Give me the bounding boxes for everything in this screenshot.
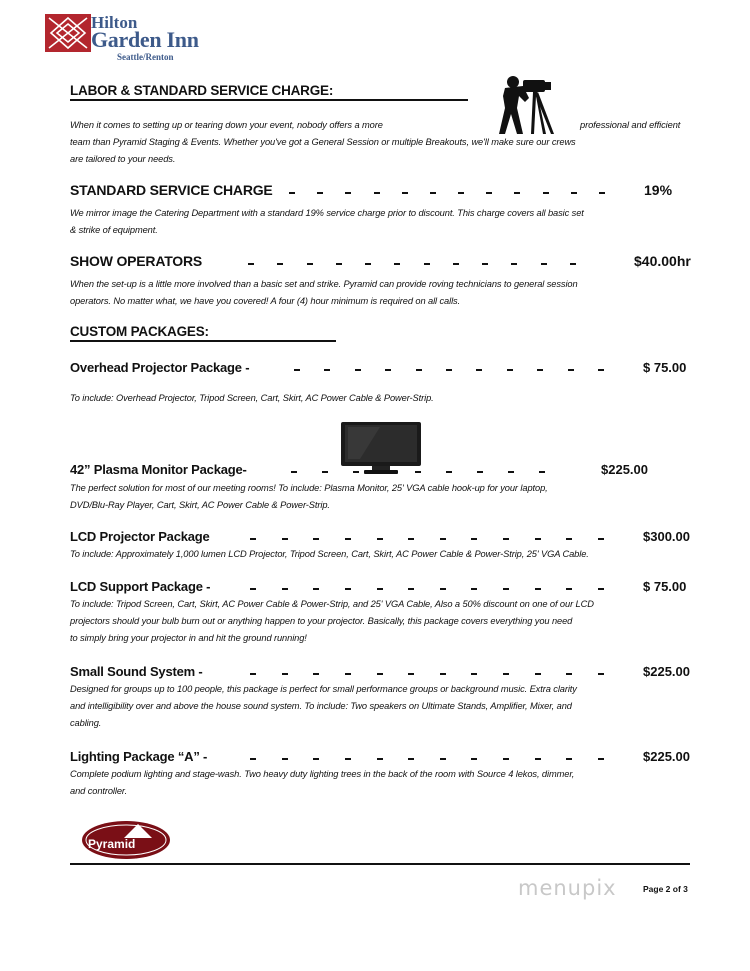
lcd-support-price: $ 75.00	[643, 579, 687, 594]
lcd-support-desc-1: To include: Tripod Screen, Cart, Skirt, AC Power Cable & Power-Strip, and 25' VGA Cable, Also a 50% discount on one of our LCD	[70, 599, 594, 609]
plasma-package-desc-1: The perfect solution for most of our meeting rooms! To include: Plasma Monitor, 25' VGA cable hook-up for your laptop,	[70, 483, 548, 493]
lighting-package-price: $225.00	[643, 749, 690, 764]
lighting-package-leader	[250, 750, 604, 764]
custom-packages-underline	[70, 340, 336, 342]
lighting-package-desc-2: and controller.	[70, 786, 128, 796]
labor-intro-line2: team than Pyramid Staging & Events. Whether you've got a General Session or multiple Breakouts, we'll make sure our crews	[70, 137, 576, 147]
plasma-package-desc-2: DVD/Blu-Ray Player, Cart, Skirt, AC Power Cable & Power-Strip.	[70, 500, 330, 510]
labor-heading-underline	[70, 99, 468, 101]
lcd-projector-leader	[250, 530, 604, 544]
lcd-support-desc-3: to simply bring your projector in and hit the ground running!	[70, 633, 307, 643]
lcd-projector-desc: To include: Approximately 1,000 lumen LCD Projector, Tripod Screen, Cart, Skirt, AC Power Cable & Power-Strip, 25' VGA Cable.	[70, 549, 589, 559]
sound-system-desc-1: Designed for groups up to 100 people, this package is perfect for small performance groups or background music. Extra clarity	[70, 684, 577, 694]
hilton-logo-mark	[45, 14, 91, 52]
pyramid-logo-text: Pyramid	[88, 837, 136, 851]
lcd-support-leader	[250, 580, 604, 594]
service-charge-price: 19%	[644, 182, 673, 198]
show-operators-desc-1: When the set-up is a little more involved than a basic set and strike. Pyramid can provide roving technicians to general session	[70, 279, 578, 289]
sound-system-leader	[250, 665, 604, 679]
lcd-support-desc-2: projectors should your bulb burn out or anything happen to your projector. Basically, this package covers everything you need	[70, 616, 573, 626]
logo-location: Seattle/Renton	[117, 52, 174, 62]
lighting-package-label: Lighting Package “A” -	[70, 749, 208, 764]
plasma-package-label: 42” Plasma Monitor Package-	[70, 462, 247, 477]
overhead-package-leader	[294, 361, 604, 375]
lcd-projector-label: LCD Projector Package	[70, 529, 210, 544]
show-operators-price: $40.00hr	[634, 253, 691, 269]
service-charge-label: STANDARD SERVICE CHARGE	[70, 182, 273, 198]
sound-system-price: $225.00	[643, 664, 690, 679]
logo-brand-line: Hilton	[91, 13, 138, 32]
service-charge-leader	[289, 184, 605, 198]
plasma-package-price: $225.00	[601, 462, 648, 477]
logo-brand-name: Garden Inn	[91, 27, 199, 52]
labor-intro-line1b: professional and efficient	[580, 120, 681, 130]
service-charge-desc-1: We mirror image the Catering Department with a standard 19% service charge prior to discount. This charge covers all basic set	[70, 208, 584, 218]
plasma-package-leader	[291, 463, 545, 477]
custom-packages-heading: CUSTOM PACKAGES:	[70, 324, 209, 339]
menupix-watermark: menupix	[518, 876, 617, 900]
overhead-package-desc: To include: Overhead Projector, Tripod Screen, Cart, Skirt, AC Power Cable & Power-Strip.	[70, 393, 434, 403]
pyramid-logo	[80, 818, 172, 862]
lighting-package-desc-1: Complete podium lighting and stage-wash. Two heavy duty lighting trees in the back of the room with Source 4 lekos, dimmer,	[70, 769, 575, 779]
sound-system-desc-2: and intelligibility over and above the house sound system. To include: Two speakers on Ultimate Stands, Amplifier, Mixer, and	[70, 701, 572, 711]
labor-heading: LABOR & STANDARD SERVICE CHARGE:	[70, 83, 334, 98]
lcd-support-label: LCD Support Package -	[70, 579, 211, 594]
footer-rule	[70, 863, 690, 865]
lattice-icon	[45, 14, 91, 52]
service-charge-desc-2: & strike of equipment.	[70, 225, 158, 235]
show-operators-desc-2: operators. No matter what, we have you covered! A four (4) hour minimum is required on all calls.	[70, 296, 461, 306]
cameraman-icon	[495, 72, 557, 136]
sound-system-desc-3: cabling.	[70, 718, 102, 728]
overhead-package-price: $ 75.00	[643, 360, 687, 375]
page-number: Page 2 of 3	[643, 884, 688, 894]
show-operators-label: SHOW OPERATORS	[70, 253, 203, 269]
lcd-projector-price: $300.00	[643, 529, 690, 544]
show-operators-leader	[248, 255, 576, 269]
labor-intro-line3: are tailored to your needs.	[70, 154, 176, 164]
labor-intro-line1a: When it comes to setting up or tearing down your event, nobody offers a more	[70, 120, 383, 130]
overhead-package-label: Overhead Projector Package -	[70, 360, 250, 375]
sound-system-label: Small Sound System -	[70, 664, 203, 679]
